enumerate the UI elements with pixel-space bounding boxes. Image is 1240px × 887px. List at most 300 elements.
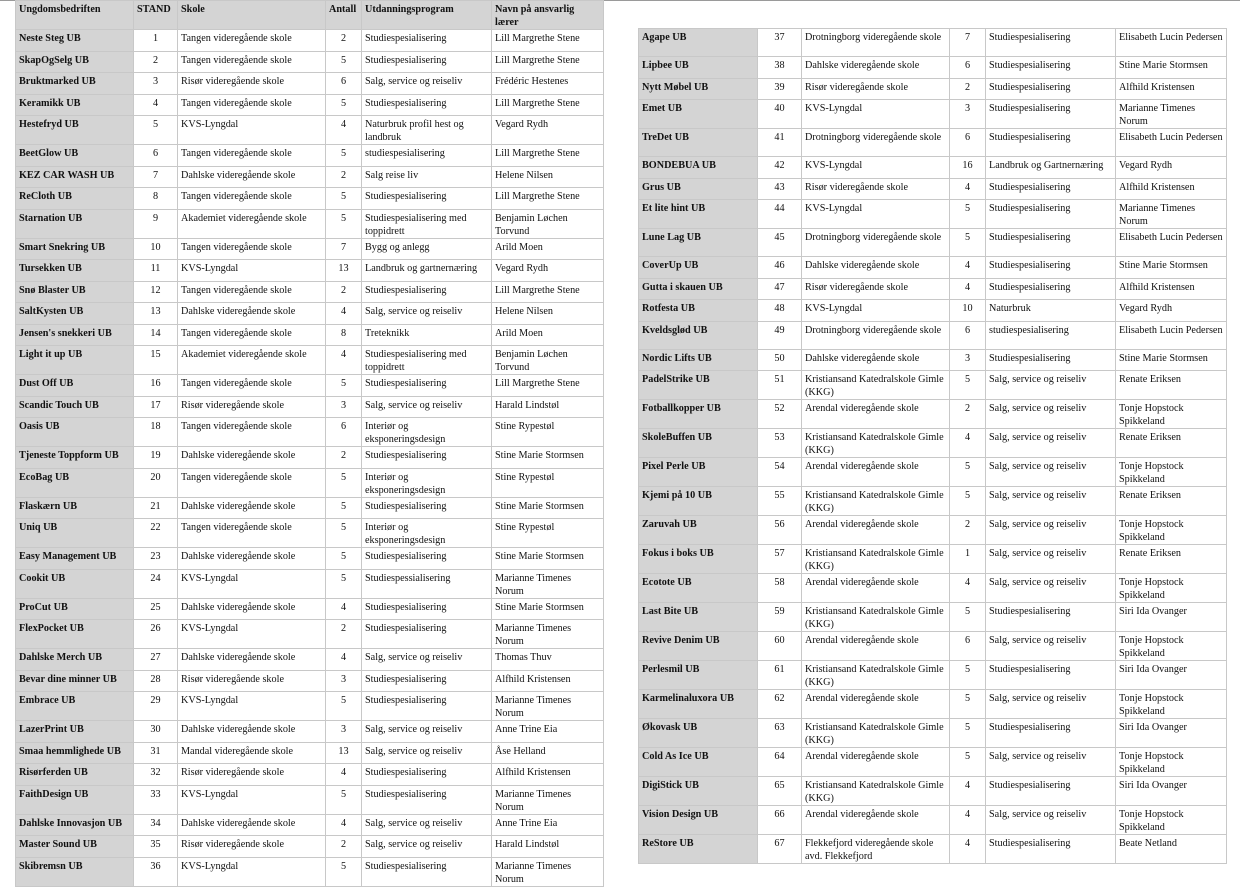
- teacher-cell: Tonje Hopstock Spikkeland: [1116, 516, 1227, 545]
- teacher-cell: Benjamin Løchen Torvund: [492, 209, 604, 238]
- stand-cell: 12: [134, 281, 178, 303]
- stand-cell: 64: [758, 748, 802, 777]
- stand-cell: 1: [134, 30, 178, 52]
- stand-cell: 11: [134, 260, 178, 282]
- school-cell: KVS-Lyngdal: [802, 100, 950, 129]
- table-row: [16, 569, 604, 598]
- school-cell: Tangen videregående skole: [178, 519, 326, 548]
- company-cell: PadelStrike UB: [639, 371, 758, 400]
- program-cell: Studiespesialisering med toppidrett: [362, 346, 492, 375]
- stand-cell: 30: [134, 721, 178, 743]
- count-cell: 6: [950, 632, 986, 661]
- program-cell: Interiør og eksponeringsdesign: [362, 418, 492, 447]
- company-cell: Cookit UB: [16, 569, 134, 598]
- school-cell: Dahlske videregående skole: [178, 649, 326, 671]
- company-cell: SaltKysten UB: [16, 303, 134, 325]
- company-cell: Tursekken UB: [16, 260, 134, 282]
- company-cell: Kjemi på 10 UB: [639, 487, 758, 516]
- count-cell: 10: [950, 300, 986, 322]
- count-cell: 16: [950, 157, 986, 179]
- teacher-cell: Stine Marie Stormsen: [1116, 349, 1227, 371]
- company-cell: Zaruvah UB: [639, 516, 758, 545]
- program-cell: Studiespesialisering: [986, 777, 1116, 806]
- stand-cell: 38: [758, 57, 802, 79]
- stand-cell: 47: [758, 278, 802, 300]
- company-cell: Jensen's snekkeri UB: [16, 324, 134, 346]
- stand-cell: 33: [134, 785, 178, 814]
- stand-cell: 10: [134, 238, 178, 260]
- table-row: [16, 468, 604, 497]
- school-cell: Risør videregående skole: [178, 73, 326, 95]
- teacher-cell: Alfhild Kristensen: [1116, 178, 1227, 200]
- table-row: [639, 458, 1227, 487]
- stand-cell: 27: [134, 649, 178, 671]
- table-row: [639, 603, 1227, 632]
- count-cell: 4: [326, 649, 362, 671]
- teacher-cell: Anne Trine Eia: [492, 814, 604, 836]
- company-cell: Scandic Touch UB: [16, 396, 134, 418]
- school-cell: Risør videregående skole: [178, 396, 326, 418]
- school-cell: Risør videregående skole: [802, 78, 950, 100]
- teacher-cell: Lill Margrethe Stene: [492, 375, 604, 397]
- count-cell: 5: [950, 458, 986, 487]
- teacher-cell: Thomas Thuv: [492, 649, 604, 671]
- stand-cell: 21: [134, 497, 178, 519]
- count-cell: 5: [950, 719, 986, 748]
- teacher-cell: Stine Rypestøl: [492, 468, 604, 497]
- company-cell: BeetGlow UB: [16, 145, 134, 167]
- company-cell: Nytt Møbel UB: [639, 78, 758, 100]
- company-cell: Tjeneste Toppform UB: [16, 447, 134, 469]
- header-row: [16, 1, 604, 30]
- stand-cell: 29: [134, 692, 178, 721]
- table-row: [16, 281, 604, 303]
- teacher-cell: Alfhild Kristensen: [492, 670, 604, 692]
- count-cell: 2: [950, 78, 986, 100]
- table-row: [16, 238, 604, 260]
- company-cell: TreDet UB: [639, 129, 758, 157]
- teacher-cell: Marianne Timenes Norum: [1116, 200, 1227, 229]
- table-row: [639, 545, 1227, 574]
- count-cell: 8: [326, 324, 362, 346]
- program-cell: Salg, service og reiseliv: [362, 836, 492, 858]
- company-cell: Kveldsglød UB: [639, 321, 758, 349]
- stand-cell: 50: [758, 349, 802, 371]
- school-cell: Kristiansand Katedralskole Gimle (KKG): [802, 487, 950, 516]
- program-cell: Studiespessialisering: [362, 569, 492, 598]
- school-cell: Arendal videregående skole: [802, 748, 950, 777]
- school-cell: Dahlske videregående skole: [178, 721, 326, 743]
- stand-cell: 40: [758, 100, 802, 129]
- program-cell: Studiespesialisering: [986, 129, 1116, 157]
- table-row: [16, 447, 604, 469]
- teacher-cell: Marianne Timenes Norum: [1116, 100, 1227, 129]
- program-cell: Studiespesialisering: [986, 29, 1116, 57]
- program-cell: Studiespesialisering: [986, 278, 1116, 300]
- count-cell: 5: [326, 497, 362, 519]
- teacher-cell: Beate Netland: [1116, 835, 1227, 864]
- teacher-cell: Elisabeth Lucin Pedersen: [1116, 129, 1227, 157]
- school-cell: Arendal videregående skole: [802, 458, 950, 487]
- company-cell: Dust Off UB: [16, 375, 134, 397]
- program-cell: Landbruk og Gartnernæring: [986, 157, 1116, 179]
- stand-cell: 42: [758, 157, 802, 179]
- table-row: [16, 670, 604, 692]
- teacher-cell: Stine Marie Stormsen: [492, 548, 604, 570]
- stand-cell: 34: [134, 814, 178, 836]
- program-cell: Studiespesialisering: [362, 598, 492, 620]
- table-row: [16, 519, 604, 548]
- count-cell: 5: [326, 51, 362, 73]
- teacher-cell: Elisabeth Lucin Pedersen: [1116, 321, 1227, 349]
- program-cell: Bygg og anlegg: [362, 238, 492, 260]
- table-row: [639, 200, 1227, 229]
- teacher-cell: Tonje Hopstock Spikkeland: [1116, 400, 1227, 429]
- table-row: [639, 321, 1227, 349]
- teacher-cell: Tonje Hopstock Spikkeland: [1116, 690, 1227, 719]
- school-cell: Mandal videregående skole: [178, 742, 326, 764]
- teacher-cell: Tonje Hopstock Spikkeland: [1116, 748, 1227, 777]
- teacher-cell: Tonje Hopstock Spikkeland: [1116, 632, 1227, 661]
- program-cell: Studiespesialisering: [362, 497, 492, 519]
- stand-cell: 19: [134, 447, 178, 469]
- stand-cell: 46: [758, 257, 802, 279]
- company-cell: Oasis UB: [16, 418, 134, 447]
- teacher-cell: Lill Margrethe Stene: [492, 30, 604, 52]
- company-cell: Dahlske Merch UB: [16, 649, 134, 671]
- teacher-cell: Stine Marie Stormsen: [1116, 257, 1227, 279]
- teacher-cell: Anne Trine Eia: [492, 721, 604, 743]
- stand-cell: 14: [134, 324, 178, 346]
- stand-cell: 67: [758, 835, 802, 864]
- teacher-cell: Stine Marie Stormsen: [492, 447, 604, 469]
- program-cell: Studiespesialisering: [362, 30, 492, 52]
- company-cell: Gutta i skauen UB: [639, 278, 758, 300]
- school-cell: KVS-Lyngdal: [178, 857, 326, 886]
- program-cell: Studiespesialisering: [986, 100, 1116, 129]
- teacher-cell: Siri Ida Ovanger: [1116, 777, 1227, 806]
- school-cell: Flekkefjord videregående skole avd. Flekkefjord: [802, 835, 950, 864]
- table-row: [16, 145, 604, 167]
- table-row: [639, 429, 1227, 458]
- teacher-cell: Marianne Timenes Norum: [492, 569, 604, 598]
- stand-cell: 18: [134, 418, 178, 447]
- count-cell: 1: [950, 545, 986, 574]
- stand-cell: 7: [134, 166, 178, 188]
- header-school: Skole: [178, 1, 326, 30]
- school-cell: Tangen videregående skole: [178, 188, 326, 210]
- teacher-cell: Vegard Rydh: [1116, 157, 1227, 179]
- table-row: [16, 375, 604, 397]
- count-cell: 5: [326, 548, 362, 570]
- school-cell: Dahlske videregående skole: [178, 303, 326, 325]
- company-cell: DigiStick UB: [639, 777, 758, 806]
- company-cell: Smaa hemmlighede UB: [16, 742, 134, 764]
- school-cell: Arendal videregående skole: [802, 632, 950, 661]
- count-cell: 6: [326, 418, 362, 447]
- program-cell: Salg, service og reiseliv: [362, 649, 492, 671]
- table-row: [639, 748, 1227, 777]
- program-cell: Studiespesialisering: [986, 719, 1116, 748]
- company-cell: Starnation UB: [16, 209, 134, 238]
- count-cell: 3: [326, 396, 362, 418]
- teacher-cell: Lill Margrethe Stene: [492, 145, 604, 167]
- table-row: [16, 598, 604, 620]
- table-row: [639, 257, 1227, 279]
- company-cell: Embrace UB: [16, 692, 134, 721]
- stand-cell: 58: [758, 574, 802, 603]
- stand-cell: 59: [758, 603, 802, 632]
- table-row: [16, 742, 604, 764]
- school-cell: Arendal videregående skole: [802, 690, 950, 719]
- company-cell: Smart Snekring UB: [16, 238, 134, 260]
- company-cell: Master Sound UB: [16, 836, 134, 858]
- school-cell: Tangen videregående skole: [178, 145, 326, 167]
- count-cell: 4: [950, 574, 986, 603]
- teacher-cell: Renate Eriksen: [1116, 371, 1227, 400]
- school-cell: Dahlske videregående skole: [178, 166, 326, 188]
- stand-cell: 9: [134, 209, 178, 238]
- program-cell: Studiespesialisering med toppidrett: [362, 209, 492, 238]
- table-row: [639, 29, 1227, 57]
- program-cell: Salg, service og reiseliv: [986, 545, 1116, 574]
- company-cell: Pixel Perle UB: [639, 458, 758, 487]
- program-cell: Studiespesialisering: [362, 51, 492, 73]
- table-row: [16, 324, 604, 346]
- table-row: [16, 396, 604, 418]
- school-cell: Kristiansand Katedralskole Gimle (KKG): [802, 603, 950, 632]
- company-cell: Hestefryd UB: [16, 116, 134, 145]
- table-row: [16, 785, 604, 814]
- stand-cell: 15: [134, 346, 178, 375]
- count-cell: 7: [950, 29, 986, 57]
- teacher-cell: Arild Moen: [492, 324, 604, 346]
- company-cell: Bevar dine minner UB: [16, 670, 134, 692]
- teacher-cell: Harald Lindstøl: [492, 396, 604, 418]
- school-cell: Kristiansand Katedralskole Gimle (KKG): [802, 719, 950, 748]
- teacher-cell: Tonje Hopstock Spikkeland: [1116, 574, 1227, 603]
- program-cell: Salg, service og reiseliv: [362, 742, 492, 764]
- table-row: [16, 857, 604, 886]
- teacher-cell: Arild Moen: [492, 238, 604, 260]
- program-cell: Salg, service og reiseliv: [986, 429, 1116, 458]
- teacher-cell: Tonje Hopstock Spikkeland: [1116, 806, 1227, 835]
- count-cell: 3: [326, 721, 362, 743]
- program-cell: Studiespesialisering: [362, 375, 492, 397]
- stand-cell: 3: [134, 73, 178, 95]
- company-cell: FlexPocket UB: [16, 620, 134, 649]
- stand-cell: 44: [758, 200, 802, 229]
- stand-cell: 13: [134, 303, 178, 325]
- school-cell: Dahlske videregående skole: [178, 548, 326, 570]
- table-row: [16, 692, 604, 721]
- program-cell: Salg, service og reiseliv: [986, 690, 1116, 719]
- company-cell: Karmelinaluxora UB: [639, 690, 758, 719]
- count-cell: 4: [326, 116, 362, 145]
- stand-cell: 48: [758, 300, 802, 322]
- stand-cell: 32: [134, 764, 178, 786]
- table-row: [16, 209, 604, 238]
- program-cell: Studiespesialisering: [986, 229, 1116, 257]
- school-cell: KVS-Lyngdal: [178, 785, 326, 814]
- count-cell: 5: [950, 603, 986, 632]
- table-row: [16, 649, 604, 671]
- stand-cell: 6: [134, 145, 178, 167]
- teacher-cell: Renate Eriksen: [1116, 487, 1227, 516]
- teacher-cell: Stine Rypestøl: [492, 418, 604, 447]
- program-cell: Salg, service og reiseliv: [986, 748, 1116, 777]
- program-cell: Studiespesialisering: [362, 692, 492, 721]
- teacher-cell: Stine Marie Stormsen: [492, 598, 604, 620]
- count-cell: 13: [326, 260, 362, 282]
- program-cell: Interiør og eksponeringsdesign: [362, 519, 492, 548]
- teacher-cell: Alfhild Kristensen: [1116, 78, 1227, 100]
- count-cell: 7: [326, 238, 362, 260]
- stand-cell: 35: [134, 836, 178, 858]
- stand-cell: 41: [758, 129, 802, 157]
- count-cell: 4: [950, 835, 986, 864]
- table-row: [16, 94, 604, 116]
- company-cell: Lune Lag UB: [639, 229, 758, 257]
- table-row: [639, 661, 1227, 690]
- program-cell: Studiespesialisering: [362, 620, 492, 649]
- stand-cell: 2: [134, 51, 178, 73]
- school-cell: Tangen videregående skole: [178, 281, 326, 303]
- table-row: [639, 57, 1227, 79]
- program-cell: Salg reise liv: [362, 166, 492, 188]
- teacher-cell: Stine Marie Stormsen: [492, 497, 604, 519]
- program-cell: Salg, service og reiseliv: [362, 814, 492, 836]
- company-cell: Snø Blaster UB: [16, 281, 134, 303]
- company-cell: Økovask UB: [639, 719, 758, 748]
- teacher-cell: Marianne Timenes Norum: [492, 857, 604, 886]
- stand-cell: 25: [134, 598, 178, 620]
- company-cell: Neste Steg UB: [16, 30, 134, 52]
- count-cell: 5: [326, 569, 362, 598]
- exhibitors-table-left: [15, 0, 604, 887]
- school-cell: Dahlske videregående skole: [802, 257, 950, 279]
- stand-cell: 16: [134, 375, 178, 397]
- count-cell: 5: [950, 487, 986, 516]
- count-cell: 5: [950, 229, 986, 257]
- table-row: [16, 346, 604, 375]
- school-cell: KVS-Lyngdal: [802, 300, 950, 322]
- school-cell: Risør videregående skole: [178, 670, 326, 692]
- table-row: [16, 620, 604, 649]
- stand-cell: 28: [134, 670, 178, 692]
- school-cell: Risør videregående skole: [178, 764, 326, 786]
- count-cell: 4: [326, 598, 362, 620]
- stand-cell: 61: [758, 661, 802, 690]
- count-cell: 5: [326, 209, 362, 238]
- school-cell: Tangen videregående skole: [178, 324, 326, 346]
- teacher-cell: Siri Ida Ovanger: [1116, 603, 1227, 632]
- company-cell: Agape UB: [639, 29, 758, 57]
- company-cell: Risørferden UB: [16, 764, 134, 786]
- company-cell: LazerPrint UB: [16, 721, 134, 743]
- program-cell: Studiespesialisering: [986, 349, 1116, 371]
- teacher-cell: Lill Margrethe Stene: [492, 94, 604, 116]
- company-cell: Last Bite UB: [639, 603, 758, 632]
- school-cell: Drotningborg videregående skole: [802, 29, 950, 57]
- company-cell: Uniq UB: [16, 519, 134, 548]
- stand-cell: 37: [758, 29, 802, 57]
- school-cell: KVS-Lyngdal: [178, 692, 326, 721]
- table-row: [639, 157, 1227, 179]
- stand-cell: 23: [134, 548, 178, 570]
- teacher-cell: Frédéric Hestenes: [492, 73, 604, 95]
- company-cell: Emet UB: [639, 100, 758, 129]
- stand-cell: 62: [758, 690, 802, 719]
- teacher-cell: Siri Ida Ovanger: [1116, 719, 1227, 748]
- count-cell: 5: [950, 200, 986, 229]
- header-teacher: Navn på ansvarlig lærer: [492, 1, 604, 30]
- count-cell: 5: [950, 690, 986, 719]
- stand-cell: 39: [758, 78, 802, 100]
- teacher-cell: Vegard Rydh: [1116, 300, 1227, 322]
- stand-cell: 22: [134, 519, 178, 548]
- table-row: [639, 690, 1227, 719]
- teacher-cell: Lill Margrethe Stene: [492, 281, 604, 303]
- program-cell: Studiespesialisering: [362, 764, 492, 786]
- school-cell: Tangen videregående skole: [178, 94, 326, 116]
- teacher-cell: Marianne Timenes Norum: [492, 620, 604, 649]
- program-cell: studiespesialisering: [362, 145, 492, 167]
- table-row: [16, 116, 604, 145]
- school-cell: Dahlske videregående skole: [178, 447, 326, 469]
- count-cell: 5: [326, 692, 362, 721]
- stand-cell: 55: [758, 487, 802, 516]
- count-cell: 4: [950, 806, 986, 835]
- count-cell: 5: [326, 468, 362, 497]
- school-cell: KVS-Lyngdal: [178, 569, 326, 598]
- table-row: [639, 371, 1227, 400]
- table-row: [16, 260, 604, 282]
- table-row: [639, 835, 1227, 864]
- company-cell: Vision Design UB: [639, 806, 758, 835]
- school-cell: Kristiansand Katedralskole Gimle (KKG): [802, 429, 950, 458]
- school-cell: Drotningborg videregående skole: [802, 321, 950, 349]
- table-row: [16, 548, 604, 570]
- school-cell: KVS-Lyngdal: [178, 620, 326, 649]
- company-cell: ProCut UB: [16, 598, 134, 620]
- company-cell: Fotballkopper UB: [639, 400, 758, 429]
- school-cell: Kristiansand Katedralskole Gimle (KKG): [802, 661, 950, 690]
- teacher-cell: Lill Margrethe Stene: [492, 188, 604, 210]
- teacher-cell: Renate Eriksen: [1116, 545, 1227, 574]
- count-cell: 3: [950, 349, 986, 371]
- table-row: [639, 129, 1227, 157]
- school-cell: Akademiet videregående skole: [178, 209, 326, 238]
- stand-cell: 24: [134, 569, 178, 598]
- program-cell: Studiespesialisering: [362, 281, 492, 303]
- count-cell: 5: [326, 857, 362, 886]
- count-cell: 5: [326, 519, 362, 548]
- company-cell: Rotfesta UB: [639, 300, 758, 322]
- program-cell: Naturbruk profil hest og landbruk: [362, 116, 492, 145]
- exhibitors-table-right: [638, 28, 1227, 864]
- school-cell: KVS-Lyngdal: [178, 260, 326, 282]
- count-cell: 4: [950, 278, 986, 300]
- program-cell: Studiespesialisering: [986, 603, 1116, 632]
- program-cell: Salg, service og reiseliv: [986, 806, 1116, 835]
- teacher-cell: Elisabeth Lucin Pedersen: [1116, 229, 1227, 257]
- table-row: [16, 166, 604, 188]
- header-program: Utdanningsprogram: [362, 1, 492, 30]
- count-cell: 4: [950, 777, 986, 806]
- stand-cell: 4: [134, 94, 178, 116]
- teacher-cell: Elisabeth Lucin Pedersen: [1116, 29, 1227, 57]
